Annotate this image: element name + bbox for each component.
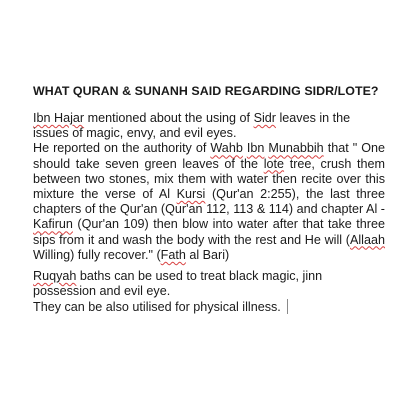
text-cursor: [287, 299, 288, 314]
spellcheck-word[interactable]: Sidr: [253, 111, 276, 125]
paragraph-text: that " One should take seven green leaves of the: [33, 141, 386, 171]
spellcheck-word[interactable]: Wahb: [210, 141, 243, 156]
paragraph-ibn-hajar: [33, 111, 385, 141]
paragraph-physical-illness: [33, 299, 385, 315]
paragraph-text: They can be also utilised for physical illness.: [33, 300, 281, 315]
paragraph-text: Willing) fully recover." (: [33, 247, 161, 262]
paragraph-wahb-report: [33, 141, 385, 263]
document-body[interactable]: [33, 84, 385, 316]
spellcheck-word[interactable]: lote: [263, 156, 285, 171]
paragraph-text: baths can be used to treat black magic, jinn possession and evil eye.: [33, 269, 323, 299]
spellcheck-word[interactable]: Fath: [160, 247, 186, 262]
spellcheck-word[interactable]: Kafirun: [33, 217, 73, 232]
paragraph-text: mentioned about the using of: [84, 111, 254, 125]
paragraph-text: tree, crush them between two stones, mix them with water then recite over this mixture the verse of Al: [33, 156, 386, 202]
paragraph-text: (Qur'an 2:255), the last three chapters of the Qur'an (Qur'an 112, 113 & 114) and chapter Al -: [33, 187, 385, 217]
paragraph-text: al Bari): [185, 247, 230, 262]
paragraph-text: (Qur'an 109) then blow into water after that take three sips from it and wash the body with the rest and He will (: [33, 217, 385, 247]
document-heading: WHAT QURAN & SUNANH SAID REGARDING SIDR/LOTE?: [33, 84, 379, 98]
paragraph-ruqyah: [33, 269, 385, 299]
spellcheck-word[interactable]: Ibn Hajar: [33, 111, 85, 125]
spellcheck-word[interactable]: Kursi: [176, 187, 206, 202]
spellcheck-word[interactable]: Ruqyah: [33, 269, 77, 284]
spellcheck-word[interactable]: Munabbih: [268, 141, 324, 156]
paragraph-text: He reported on the authority of: [33, 141, 211, 156]
spellcheck-word[interactable]: Ibn: [246, 141, 265, 156]
spellcheck-word[interactable]: Allaah: [349, 232, 385, 247]
paragraph-text: leaves in the issues of magic, envy, and evil eyes.: [33, 111, 351, 141]
